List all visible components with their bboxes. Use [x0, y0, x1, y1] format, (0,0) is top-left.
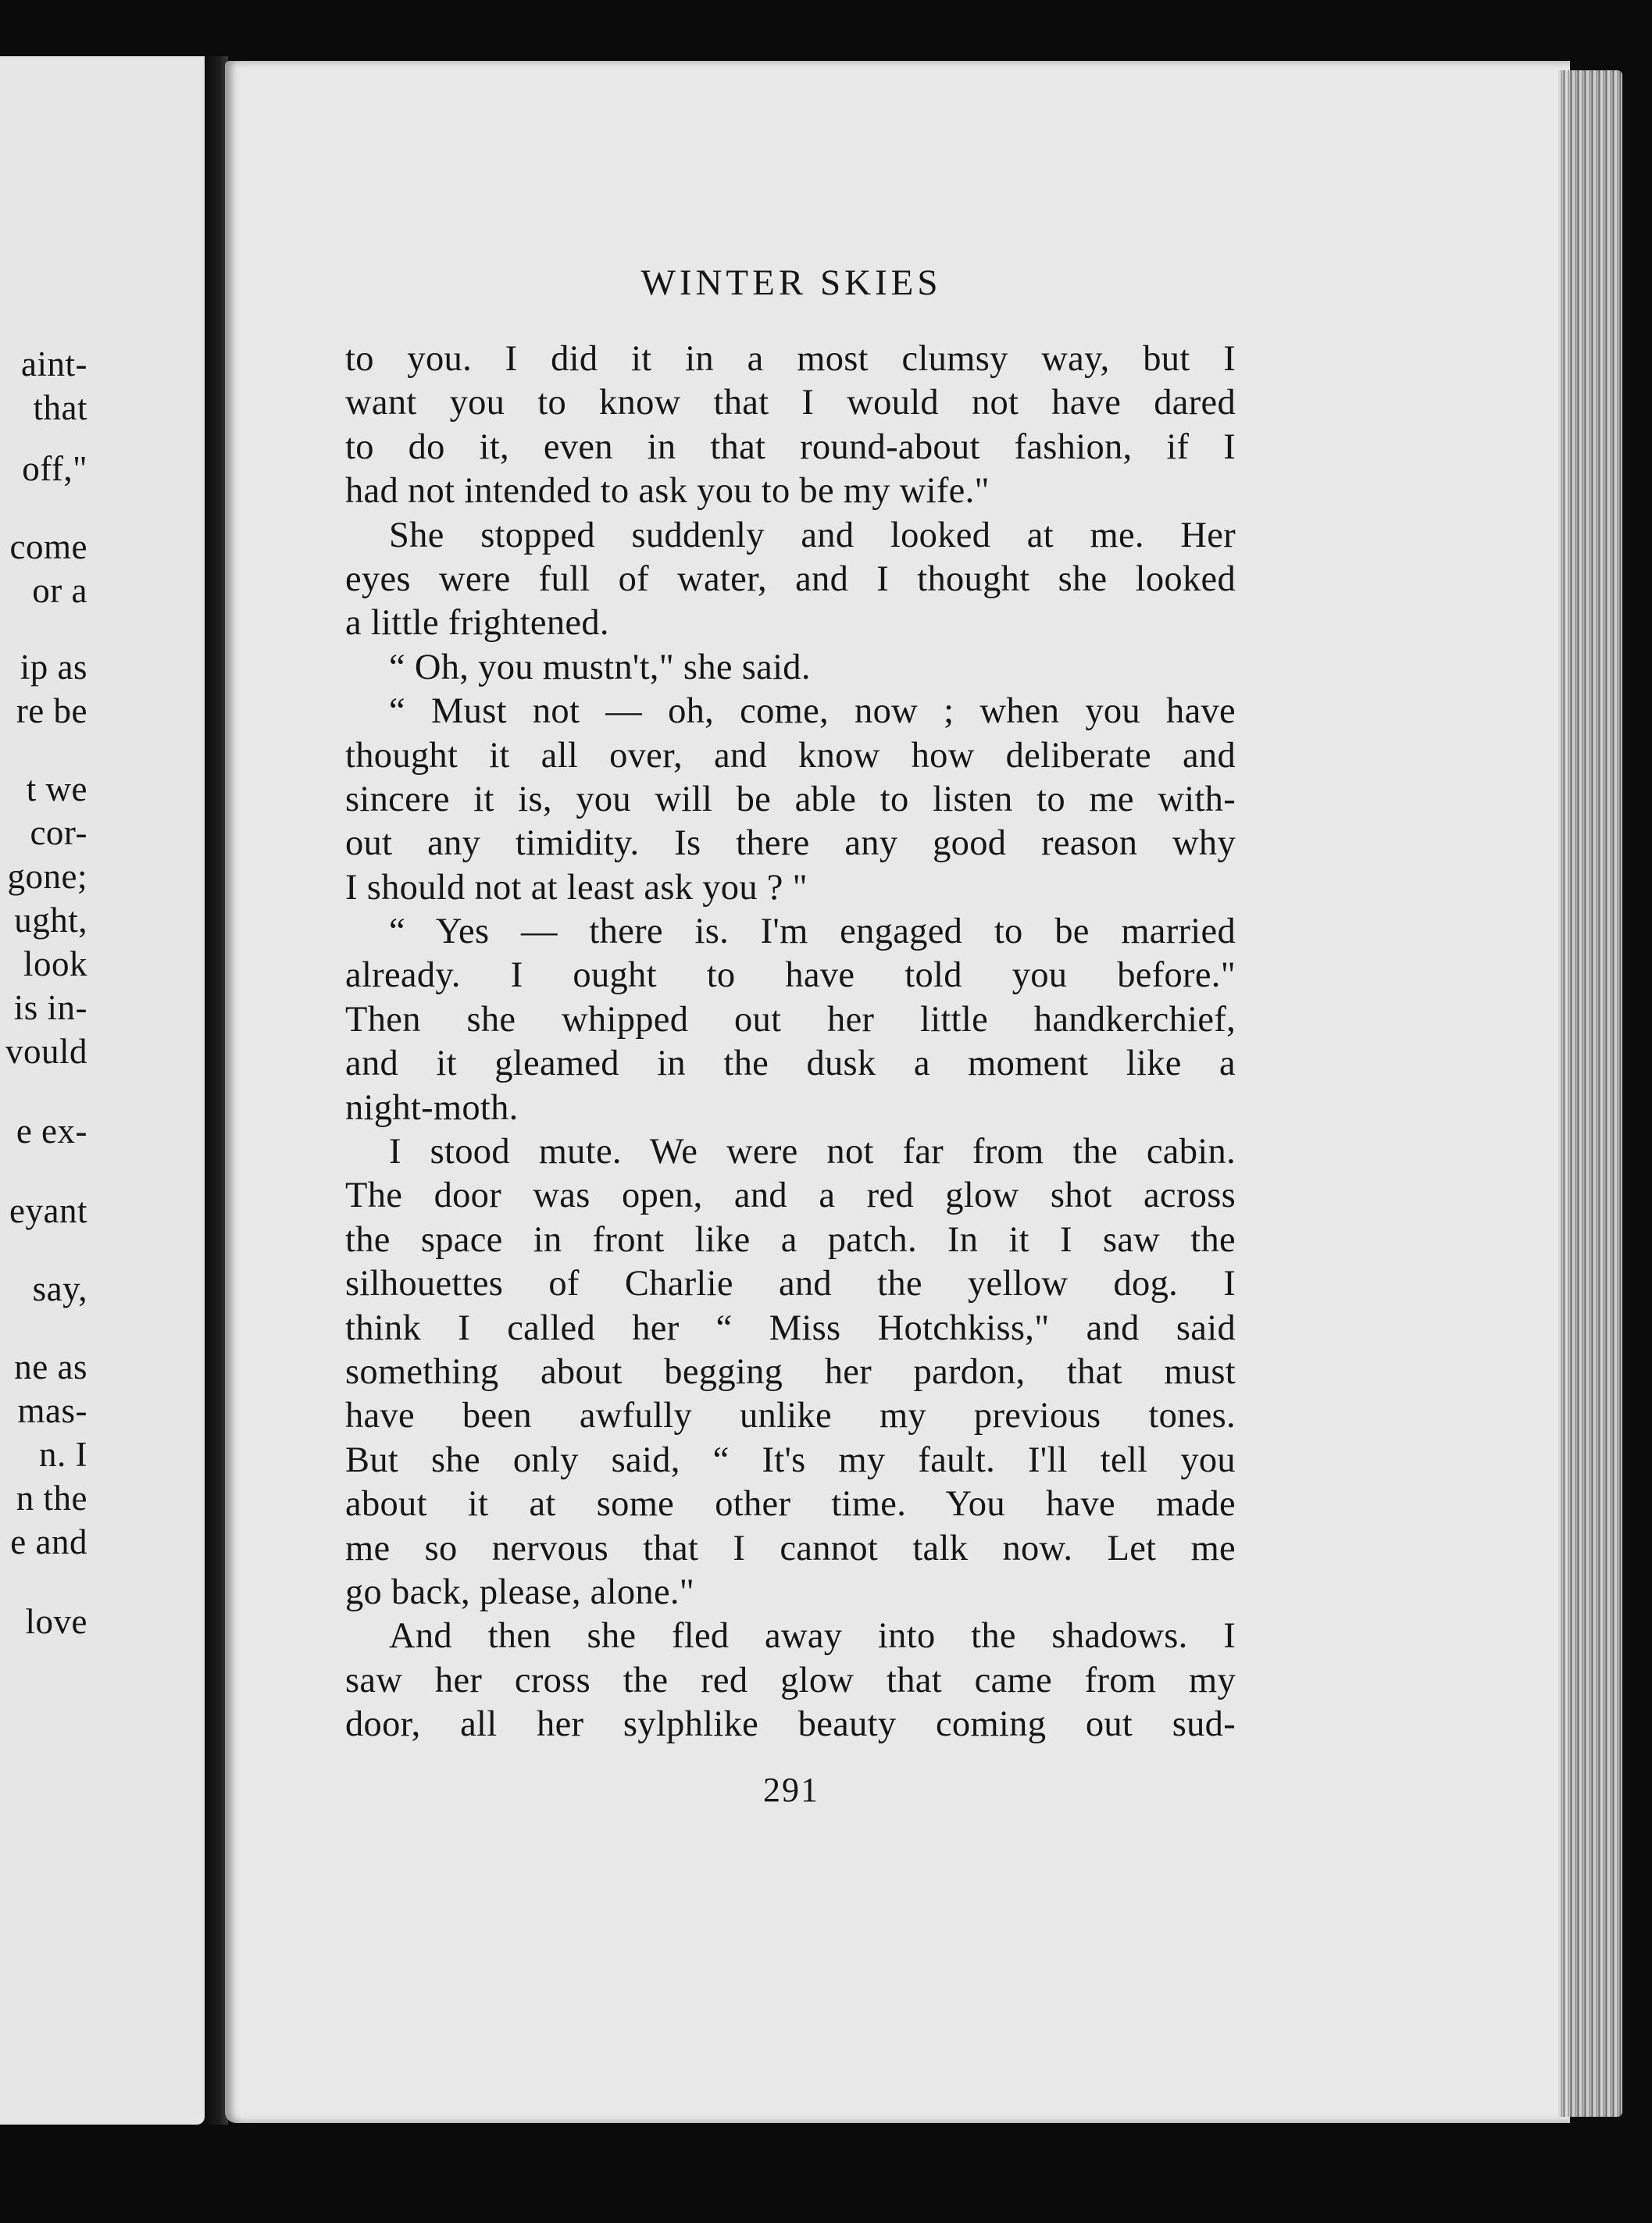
left-page-fragment: look — [23, 944, 87, 983]
left-page-fragment: gone; — [7, 857, 87, 896]
left-page-fragment: come — [9, 527, 87, 566]
left-page-fragment: vould — [5, 1032, 87, 1071]
left-page-fragment: love — [25, 1602, 87, 1641]
left-page-fragment: ne as — [14, 1347, 87, 1386]
left-page-fragment: t we — [26, 769, 87, 808]
text-line: Then she whipped out her little handkerchief, — [345, 999, 1236, 1040]
text-line: a little frightened. — [345, 603, 609, 644]
text-line: “ Yes — there is. I'm engaged to be married — [389, 912, 1236, 952]
left-page-fragment: ip as — [20, 648, 87, 687]
left-page-fragment: that — [33, 388, 87, 427]
left-page-fragment: off," — [22, 449, 87, 488]
left-page-fragment: n the — [16, 1479, 87, 1518]
text-line: eyes were full of water, and I thought she looked — [345, 558, 1236, 599]
left-page-fragment: e ex- — [16, 1112, 87, 1151]
left-page-fragment: n. I — [39, 1435, 87, 1474]
text-line: have been awfully unlike my previous tones. — [345, 1396, 1236, 1436]
left-page-fragment: cor- — [30, 813, 87, 852]
text-line: I should not at least ask you ? " — [345, 867, 808, 908]
page-number: 291 — [763, 1771, 819, 1809]
text-line: to do it, even in that round-about fashion, if I — [345, 426, 1236, 467]
text-line: silhouettes of Charlie and the yellow dog. I — [345, 1264, 1236, 1304]
left-page-fragment: re be — [16, 691, 87, 730]
left-page-fragment: ught, — [14, 901, 87, 940]
left-page-fragment: aint- — [21, 344, 87, 384]
text-line: and it gleamed in the dusk a moment like a — [345, 1044, 1236, 1084]
text-line: already. I ought to have told you before." — [345, 955, 1236, 996]
text-line: want you to know that I would not have dared — [345, 383, 1236, 423]
text-line: saw her cross the red glow that came from my — [345, 1660, 1236, 1700]
text-line: “ Must not — oh, come, now ; when you have — [389, 691, 1236, 732]
left-page-fragment: say, — [32, 1269, 87, 1308]
text-line: I stood mute. We were not far from the cabin. — [389, 1132, 1236, 1172]
text-line: sincere it is, you will be able to listen to me with- — [345, 779, 1236, 819]
text-line: about it at some other time. You have made — [345, 1484, 1236, 1525]
left-page-fragment: is in- — [13, 988, 87, 1027]
text-line: night-moth. — [345, 1087, 519, 1128]
text-line: me so nervous that I cannot talk now. Let me — [345, 1528, 1236, 1568]
text-line: And then she fled away into the shadows. I — [389, 1616, 1236, 1657]
text-line: out any timidity. Is there any good reason why — [345, 823, 1236, 864]
text-line: go back, please, alone." — [345, 1572, 695, 1612]
left-facing-page — [0, 56, 205, 2125]
left-page-fragment: e and — [10, 1522, 87, 1561]
text-line: the space in front like a patch. In it I saw the — [345, 1219, 1236, 1260]
left-page-fragment: or a — [32, 571, 87, 610]
text-line: She stopped suddenly and looked at me. Her — [389, 515, 1236, 555]
text-line: to you. I did it in a most clumsy way, but I — [345, 339, 1236, 379]
left-page-fragment: eyant — [9, 1191, 87, 1230]
text-line: But she only said, “ It's my fault. I'll tell you — [345, 1440, 1236, 1480]
text-line: “ Oh, you mustn't," she said. — [389, 647, 811, 687]
text-line: think I called her “ Miss Hotchkiss," and said — [345, 1308, 1236, 1348]
text-line: The door was open, and a red glow shot across — [345, 1176, 1236, 1216]
text-line: door, all her sylphlike beauty coming out sud- — [345, 1704, 1236, 1745]
text-line: thought it all over, and know how deliberate and — [345, 735, 1236, 776]
text-line: had not intended to ask you to be my wife." — [345, 471, 990, 512]
body-text — [345, 337, 1236, 1747]
left-page-fragment: mas- — [17, 1391, 87, 1430]
text-line: something about begging her pardon, that must — [345, 1351, 1236, 1392]
running-head: WINTER SKIES — [640, 262, 942, 303]
page-edges — [1558, 70, 1622, 2117]
